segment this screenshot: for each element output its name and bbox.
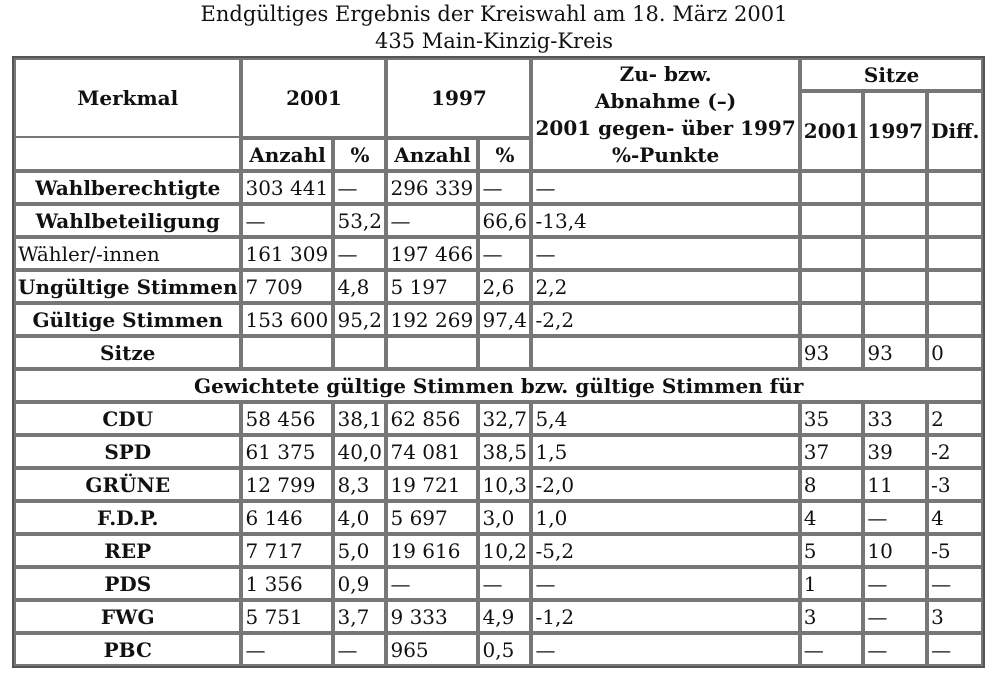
- cell-anzahl-2001: 303 441: [241, 171, 333, 204]
- table-row: [14, 336, 983, 369]
- cell-seats-2001: 37: [800, 435, 864, 468]
- header-change-line-4: %-Punkte: [611, 142, 720, 167]
- cell-pct-2001: [333, 336, 386, 369]
- cell-anzahl-1997: 192 269: [386, 303, 478, 336]
- cell-change: -13,4: [531, 204, 799, 237]
- row-label: Sitze: [14, 336, 241, 369]
- party-label: SPD: [14, 435, 241, 468]
- cell-pct-1997: 10,2: [478, 534, 531, 567]
- cell-pct-1997: 38,5: [478, 435, 531, 468]
- cell-pct-1997: 4,9: [478, 600, 531, 633]
- party-label: GRÜNE: [14, 468, 241, 501]
- header-change-line-1: Zu- bzw.: [619, 61, 712, 86]
- cell-anzahl-1997: [386, 336, 478, 369]
- cell-pct-1997: 32,7: [478, 402, 531, 435]
- cell-anzahl-1997: 19 616: [386, 534, 478, 567]
- cell-seats-1997: [863, 237, 927, 270]
- cell-seats-diff: 0: [927, 336, 983, 369]
- cell-pct-1997: —: [478, 171, 531, 204]
- cell-anzahl-2001: 7 709: [241, 270, 333, 303]
- cell-seats-1997: [863, 204, 927, 237]
- row-label: Wahlbeteiligung: [14, 204, 241, 237]
- cell-seats-diff: 3: [927, 600, 983, 633]
- cell-anzahl-1997: —: [386, 567, 478, 600]
- cell-anzahl-2001: 161 309: [241, 237, 333, 270]
- cell-seats-diff: [927, 270, 983, 303]
- cell-pct-2001: 3,7: [333, 600, 386, 633]
- header-change: [531, 58, 799, 171]
- cell-pct-2001: —: [333, 171, 386, 204]
- cell-anzahl-2001: 12 799: [241, 468, 333, 501]
- cell-pct-1997: [478, 336, 531, 369]
- cell-seats-1997: 10: [863, 534, 927, 567]
- cell-pct-2001: 0,9: [333, 567, 386, 600]
- cell-anzahl-1997: 965: [386, 633, 478, 666]
- cell-seats-1997: —: [863, 600, 927, 633]
- row-label: Gültige Stimmen: [14, 303, 241, 336]
- cell-pct-1997: 10,3: [478, 468, 531, 501]
- cell-seats-diff: 4: [927, 501, 983, 534]
- table-row: [14, 600, 983, 633]
- header-change-line-2: Abnahme (–): [594, 88, 737, 113]
- table-row: [14, 237, 983, 270]
- table-caption: [0, 1, 988, 55]
- cell-pct-1997: —: [478, 567, 531, 600]
- party-label: REP: [14, 534, 241, 567]
- cell-seats-diff: [927, 204, 983, 237]
- cell-pct-1997: 66,6: [478, 204, 531, 237]
- header-1997: 1997: [386, 58, 531, 138]
- cell-seats-diff: [927, 237, 983, 270]
- cell-change: —: [531, 171, 799, 204]
- cell-pct-2001: 95,2: [333, 303, 386, 336]
- header-seats-2001: 2001: [800, 91, 864, 171]
- table-row: [14, 567, 983, 600]
- table-row: [14, 633, 983, 666]
- cell-seats-2001: [800, 204, 864, 237]
- section-label: Gewichtete gültige Stimmen bzw. gültige Stimmen für: [14, 369, 983, 402]
- cell-pct-2001: 4,8: [333, 270, 386, 303]
- cell-anzahl-1997: —: [386, 204, 478, 237]
- cell-anzahl-2001: 5 751: [241, 600, 333, 633]
- cell-pct-1997: —: [478, 237, 531, 270]
- header-2001: 2001: [241, 58, 386, 138]
- cell-seats-diff: [927, 303, 983, 336]
- cell-seats-2001: 3: [800, 600, 864, 633]
- header-anzahl-2001: Anzahl: [241, 138, 333, 171]
- section-row: [14, 369, 983, 402]
- cell-anzahl-1997: 197 466: [386, 237, 478, 270]
- table-row: [14, 534, 983, 567]
- table-row: [14, 303, 983, 336]
- table-row: [14, 402, 983, 435]
- cell-change: -1,2: [531, 600, 799, 633]
- cell-anzahl-2001: 61 375: [241, 435, 333, 468]
- row-label: Wahlberechtigte: [14, 171, 241, 204]
- cell-anzahl-1997: 5 197: [386, 270, 478, 303]
- header-merkmal: Merkmal: [14, 58, 241, 138]
- header-change-line-3: 2001 gegen- über 1997: [535, 115, 796, 140]
- party-label: PBC: [14, 633, 241, 666]
- cell-seats-1997: —: [863, 501, 927, 534]
- cell-anzahl-2001: [241, 336, 333, 369]
- cell-change: —: [531, 633, 799, 666]
- cell-change: 1,0: [531, 501, 799, 534]
- cell-change: -2,0: [531, 468, 799, 501]
- cell-anzahl-2001: —: [241, 633, 333, 666]
- cell-anzahl-1997: 5 697: [386, 501, 478, 534]
- cell-anzahl-1997: 19 721: [386, 468, 478, 501]
- cell-seats-1997: —: [863, 633, 927, 666]
- party-label: PDS: [14, 567, 241, 600]
- row-label: Wähler/-innen: [14, 237, 241, 270]
- cell-anzahl-1997: 62 856: [386, 402, 478, 435]
- table-row: [14, 468, 983, 501]
- cell-seats-2001: [800, 171, 864, 204]
- header-sitze: Sitze: [800, 58, 984, 91]
- cell-change: —: [531, 237, 799, 270]
- cell-seats-2001: 8: [800, 468, 864, 501]
- cell-seats-2001: 5: [800, 534, 864, 567]
- election-results-table: [12, 56, 985, 668]
- cell-seats-1997: 39: [863, 435, 927, 468]
- table-row: [14, 270, 983, 303]
- cell-pct-2001: 40,0: [333, 435, 386, 468]
- cell-anzahl-2001: 7 717: [241, 534, 333, 567]
- cell-seats-1997: [863, 171, 927, 204]
- header-seats-diff: Diff.: [927, 91, 983, 171]
- caption-line-2: 435 Main-Kinzig-Kreis: [374, 29, 613, 53]
- cell-seats-2001: 93: [800, 336, 864, 369]
- cell-change: [531, 336, 799, 369]
- cell-seats-2001: —: [800, 633, 864, 666]
- table-row: [14, 171, 983, 204]
- cell-seats-2001: 1: [800, 567, 864, 600]
- table-row: [14, 204, 983, 237]
- cell-seats-2001: 35: [800, 402, 864, 435]
- cell-seats-diff: -3: [927, 468, 983, 501]
- row-label: Ungültige Stimmen: [14, 270, 241, 303]
- cell-anzahl-1997: 296 339: [386, 171, 478, 204]
- cell-seats-2001: [800, 237, 864, 270]
- cell-seats-1997: [863, 303, 927, 336]
- header-pct-1997: %: [478, 138, 531, 171]
- cell-anzahl-2001: 1 356: [241, 567, 333, 600]
- table-row: [14, 435, 983, 468]
- cell-pct-2001: 53,2: [333, 204, 386, 237]
- cell-seats-diff: -2: [927, 435, 983, 468]
- cell-seats-diff: —: [927, 567, 983, 600]
- cell-pct-1997: 2,6: [478, 270, 531, 303]
- cell-seats-diff: [927, 171, 983, 204]
- cell-change: 2,2: [531, 270, 799, 303]
- caption-line-1: Endgültiges Ergebnis der Kreiswahl am 18. März 2001: [200, 2, 788, 26]
- cell-pct-2001: —: [333, 633, 386, 666]
- cell-change: -5,2: [531, 534, 799, 567]
- cell-change: 1,5: [531, 435, 799, 468]
- cell-change: -2,2: [531, 303, 799, 336]
- cell-seats-1997: —: [863, 567, 927, 600]
- cell-seats-2001: [800, 303, 864, 336]
- cell-seats-1997: 93: [863, 336, 927, 369]
- cell-seats-1997: 33: [863, 402, 927, 435]
- cell-anzahl-2001: 6 146: [241, 501, 333, 534]
- cell-anzahl-2001: 153 600: [241, 303, 333, 336]
- party-label: CDU: [14, 402, 241, 435]
- cell-anzahl-2001: 58 456: [241, 402, 333, 435]
- header-merkmal-spacer: [14, 138, 241, 171]
- cell-pct-2001: 8,3: [333, 468, 386, 501]
- cell-anzahl-2001: —: [241, 204, 333, 237]
- cell-pct-1997: 0,5: [478, 633, 531, 666]
- cell-pct-2001: 5,0: [333, 534, 386, 567]
- cell-seats-diff: -5: [927, 534, 983, 567]
- cell-seats-diff: 2: [927, 402, 983, 435]
- cell-seats-diff: —: [927, 633, 983, 666]
- cell-seats-2001: 4: [800, 501, 864, 534]
- header-pct-2001: %: [333, 138, 386, 171]
- cell-pct-2001: 4,0: [333, 501, 386, 534]
- cell-anzahl-1997: 9 333: [386, 600, 478, 633]
- table-row: [14, 501, 983, 534]
- cell-pct-2001: —: [333, 237, 386, 270]
- cell-pct-2001: 38,1: [333, 402, 386, 435]
- cell-change: —: [531, 567, 799, 600]
- cell-seats-1997: [863, 270, 927, 303]
- cell-seats-2001: [800, 270, 864, 303]
- cell-seats-1997: 11: [863, 468, 927, 501]
- party-label: FWG: [14, 600, 241, 633]
- cell-anzahl-1997: 74 081: [386, 435, 478, 468]
- party-label: F.D.P.: [14, 501, 241, 534]
- header-seats-1997: 1997: [863, 91, 927, 171]
- cell-pct-1997: 97,4: [478, 303, 531, 336]
- cell-pct-1997: 3,0: [478, 501, 531, 534]
- header-anzahl-1997: Anzahl: [386, 138, 478, 171]
- cell-change: 5,4: [531, 402, 799, 435]
